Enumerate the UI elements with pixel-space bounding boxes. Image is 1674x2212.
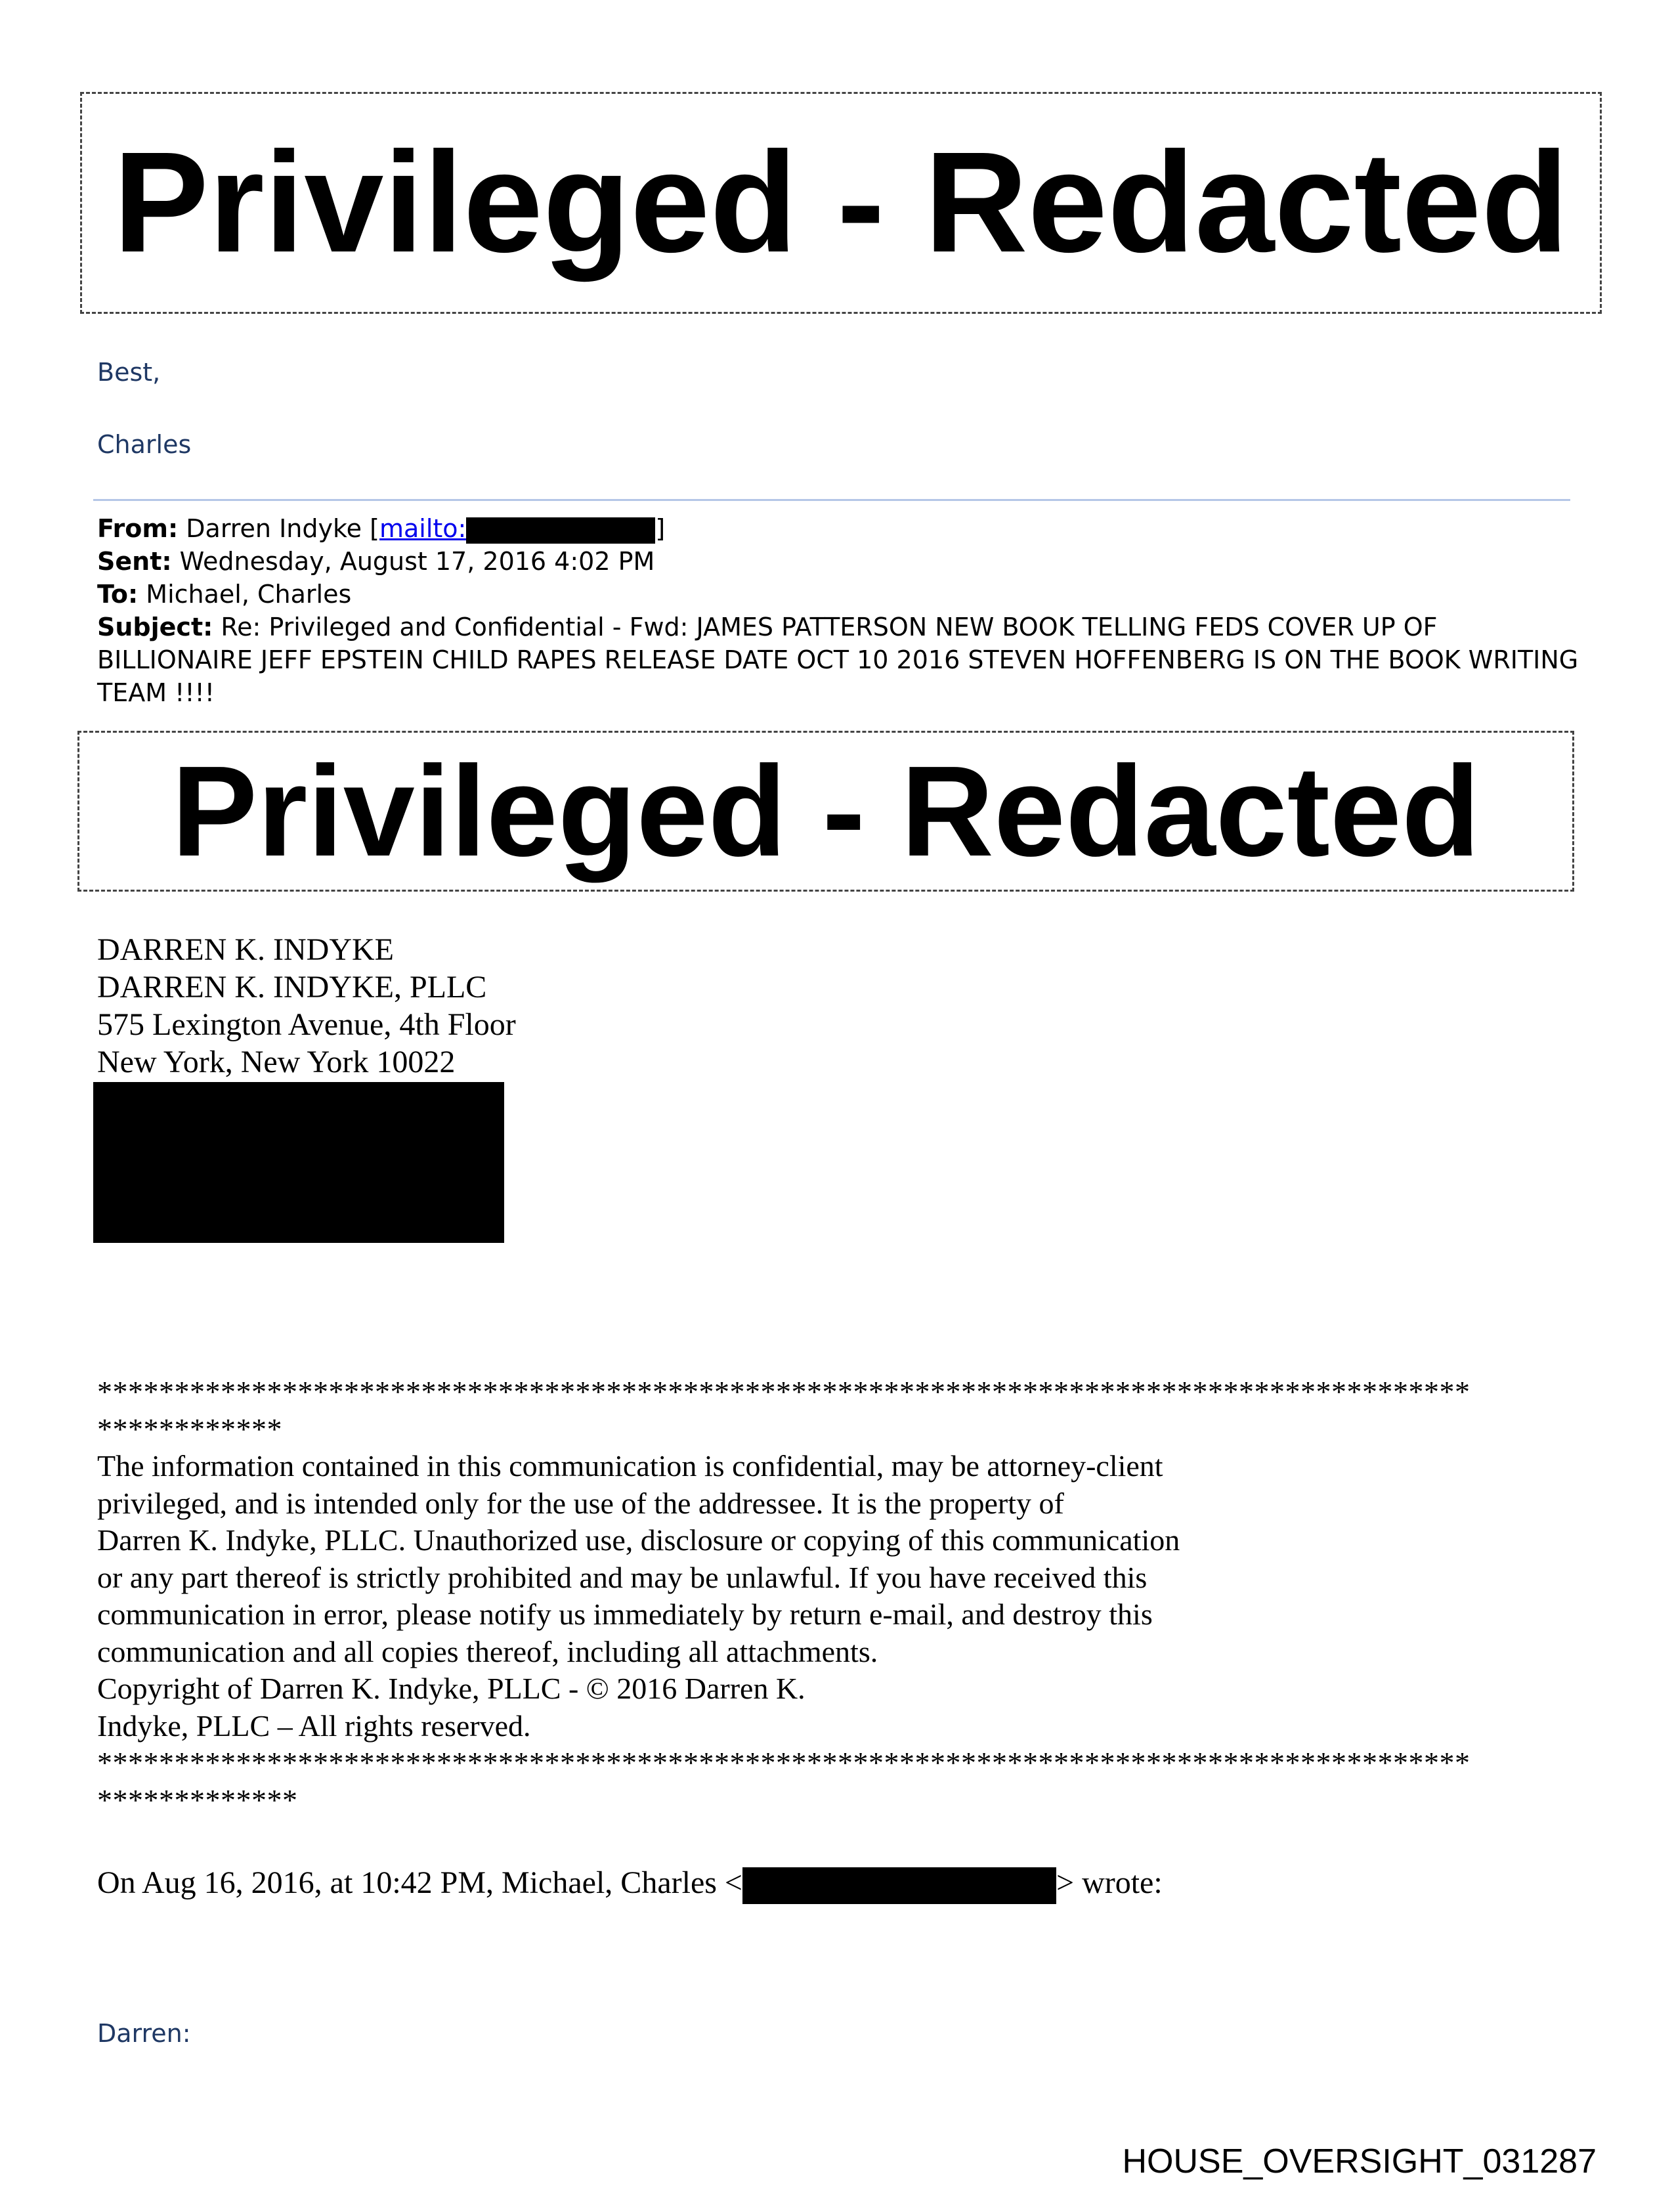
bates-number: HOUSE_OVERSIGHT_031287: [1122, 2142, 1597, 2180]
redaction-banner-text: Privileged - Redacted: [113, 123, 1569, 282]
sent-row: [97, 545, 1581, 578]
asterisk-separator: *****************************************************************************************: [97, 1375, 1470, 1408]
closing-signature-name: Charles: [97, 430, 192, 459]
disclaimer-line: privileged, and is intended only for the use of the addressee. It is the property of: [97, 1486, 1064, 1520]
from-value: Darren Indyke: [186, 514, 362, 543]
signature-name: DARREN K. INDYKE: [97, 932, 394, 967]
to-label: To:: [97, 580, 139, 609]
quoted-intro-prefix: On Aug 16, 2016, at 10:42 PM, Michael, Charles <: [97, 1865, 742, 1900]
signature-street: 575 Lexington Avenue, 4th Floor: [97, 1007, 516, 1042]
mailto-bracket-close: ]: [655, 514, 666, 543]
subject-value: Re: Privileged and Confidential - Fwd: JAMES PATTERSON NEW BOOK TELLING FEDS COVER UP OF BILLIONAIRE JEFF EPSTEIN CHILD RAPES RELEASE DATE OCT 10 2016 STEVEN HOFFENBERG IS ON THE BOOK WRITING TEAM !!!!: [97, 613, 1579, 707]
asterisk-separator: *************: [97, 1783, 298, 1817]
sent-label: Sent:: [97, 547, 172, 576]
copyright-line: Indyke, PLLC – All rights reserved.: [97, 1708, 531, 1743]
mailto-bracket-open: [: [370, 514, 379, 543]
subject-label: Subject:: [97, 613, 213, 641]
quoted-greeting: Darren:: [97, 2019, 191, 2048]
disclaimer-line: Darren K. Indyke, PLLC. Unauthorized use, disclosure or copying of this communication: [97, 1523, 1180, 1557]
confidentiality-disclaimer: [97, 1374, 1581, 1819]
disclaimer-line: communication in error, please notify us immediately by return e-mail, and destroy this: [97, 1597, 1153, 1631]
email-divider: [93, 499, 1570, 501]
disclaimer-line: communication and all copies thereof, including all attachments.: [97, 1634, 878, 1668]
from-row: [97, 512, 1581, 545]
disclaimer-line: The information contained in this communication is confidential, may be attorney-client: [97, 1449, 1163, 1483]
from-label: From:: [97, 514, 179, 543]
mailto-link[interactable]: mailto:: [379, 514, 467, 543]
email-header: [97, 512, 1581, 709]
privileged-redacted-banner-top: [80, 92, 1602, 314]
redaction-banner-text: Privileged - Redacted: [171, 739, 1480, 883]
signature-city: New York, New York 10022: [97, 1045, 456, 1079]
redacted-contact-block: [93, 1082, 504, 1243]
redacted-sender-email: [742, 1867, 1056, 1904]
quoted-intro-suffix: > wrote:: [1056, 1865, 1163, 1900]
redacted-email-address: [466, 517, 655, 544]
asterisk-separator: *****************************************************************************************: [97, 1746, 1470, 1779]
privileged-redacted-banner-middle: [77, 731, 1574, 892]
closing-salutation: Best,: [97, 358, 161, 387]
subject-row: [97, 611, 1581, 709]
to-value: Michael, Charles: [146, 580, 352, 609]
quoted-message-intro: [97, 1865, 1163, 1904]
sent-value: Wednesday, August 17, 2016 4:02 PM: [179, 547, 655, 576]
to-row: [97, 578, 1581, 611]
asterisk-separator: ************: [97, 1412, 282, 1446]
copyright-line: Copyright of Darren K. Indyke, PLLC - © 2016 Darren K.: [97, 1672, 805, 1705]
disclaimer-line: or any part thereof is strictly prohibited and may be unlawful. If you have received this: [97, 1560, 1148, 1594]
email-signature: [97, 931, 516, 1081]
signature-firm: DARREN K. INDYKE, PLLC: [97, 970, 487, 1005]
